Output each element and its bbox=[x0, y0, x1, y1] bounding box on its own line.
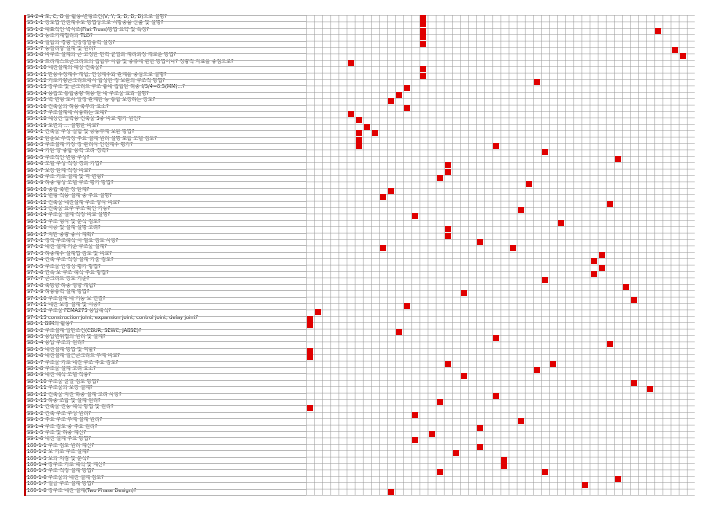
row-divider bbox=[26, 41, 306, 42]
question-label: 98-1-3 응답변위법의 원리 및 설계? bbox=[27, 334, 106, 340]
question-label: 95-1-11 반응수정계수 개념, 연성계수와 관계를 중심으로 설명? bbox=[27, 71, 167, 78]
marked-cell bbox=[420, 73, 426, 79]
row-divider bbox=[26, 265, 306, 266]
question-label: 96-1-3 구조설계 가장 장 관리식 안전계수 평가? bbox=[27, 142, 133, 148]
marked-cell bbox=[420, 21, 426, 27]
question-label: 97-1-6 연속 보 구조 해석 주요 방법? bbox=[27, 270, 109, 276]
marked-cell bbox=[437, 469, 443, 475]
question-label: 96-1-5 구조적인 변형 구성? bbox=[27, 154, 90, 161]
marked-cell bbox=[380, 245, 386, 251]
row-divider bbox=[26, 418, 306, 419]
question-label: 96-1-11 변형 적용 설계 중 주요 설명? bbox=[27, 193, 112, 200]
marked-cell bbox=[493, 335, 499, 341]
row-divider bbox=[26, 28, 306, 29]
question-label: 98-1-10 구조물 균열 검토 방법? bbox=[27, 378, 99, 385]
question-label: 100-1-6 구조물의 내진 설계 검토? bbox=[27, 474, 104, 481]
row-divider bbox=[26, 450, 306, 451]
question-label: 98-1-1 BIM의 활용? bbox=[27, 321, 73, 328]
marked-cell bbox=[404, 303, 410, 309]
question-label: 95-1-16 건축물의 허용 축부의 요소? bbox=[27, 103, 109, 110]
marked-cell bbox=[412, 437, 418, 443]
row-divider bbox=[26, 271, 306, 272]
row-divider bbox=[26, 335, 306, 336]
row-divider bbox=[26, 181, 306, 182]
marked-cell bbox=[510, 245, 516, 251]
row-divider bbox=[26, 66, 306, 67]
marked-cell bbox=[364, 124, 370, 130]
row-divider bbox=[26, 105, 306, 106]
marked-cell bbox=[348, 111, 354, 117]
marked-cell bbox=[591, 258, 597, 264]
row-divider bbox=[26, 495, 306, 496]
row-divider bbox=[26, 226, 306, 227]
marked-cell bbox=[356, 117, 362, 123]
row-divider bbox=[26, 213, 306, 214]
question-label: 99-1-2 건축 구조 구성 원리? bbox=[27, 410, 91, 417]
marked-cell bbox=[680, 53, 686, 59]
question-label: 96-1-17 지반 중량 중시 계획? bbox=[27, 231, 95, 238]
question-label: 98-1-12 건축물 지진 하중 설계 고려 사항? bbox=[27, 391, 122, 398]
marked-cell bbox=[437, 175, 443, 181]
marked-cell bbox=[429, 431, 435, 437]
question-label: 96-1-16 시공 및 설계 설명 고려? bbox=[27, 225, 101, 232]
question-label: 96-1-13 건축물 요구 구조 확인 가능? bbox=[27, 206, 111, 212]
marked-cell bbox=[672, 47, 678, 53]
marked-cell bbox=[348, 60, 354, 66]
row-divider bbox=[26, 380, 306, 381]
question-label: 96-1-4 기단 양 중합 응력 고려 경력? bbox=[27, 148, 109, 155]
marked-cell bbox=[404, 85, 410, 91]
row-divider bbox=[26, 405, 306, 406]
question-label: 96-1-1 건축물 구성 실험 및 공동부재 보완 방법? bbox=[27, 129, 135, 136]
marked-cell bbox=[445, 233, 451, 239]
question-label: 97-1-9 허용응력 설계 방법? bbox=[27, 289, 90, 296]
row-divider bbox=[26, 233, 306, 234]
question-label: 98-1-7 구조물 기초 내진 구조 주요 검토? bbox=[27, 359, 119, 366]
question-label: 95-1-17 구조설계에 사용하는 토대? bbox=[27, 110, 108, 116]
question-label: 96-1-15 구조 형식 및 분석 검토? bbox=[27, 218, 101, 225]
marked-cell bbox=[582, 482, 588, 488]
question-label: 100-1-2 보 기초 구조 설계? bbox=[27, 449, 90, 456]
question-label: 95-1-7 동절리양 설계 및 원리? bbox=[27, 46, 96, 52]
question-label: 99-1-1 건축물 진동 해석 방법 및 원리? bbox=[27, 404, 114, 411]
row-divider bbox=[26, 175, 306, 176]
row-divider bbox=[26, 303, 306, 304]
row-divider bbox=[26, 124, 306, 125]
row-divider bbox=[26, 245, 306, 246]
marked-cell bbox=[631, 297, 637, 303]
marked-cell bbox=[477, 239, 483, 245]
row-divider bbox=[26, 34, 306, 35]
marked-cell bbox=[631, 380, 637, 386]
marked-cell bbox=[388, 489, 394, 495]
question-label: 98-1-6 내진설계 철근콘크리트 부재 비교? bbox=[27, 353, 120, 360]
row-divider bbox=[26, 290, 306, 291]
row-divider bbox=[26, 21, 306, 22]
row-divider bbox=[26, 194, 306, 195]
question-label: 97-1-12 구조물 FEMA273 응답해석? bbox=[27, 308, 112, 315]
question-label: 96-1-8 구조 기초 설계 및 역 변형? bbox=[27, 174, 104, 180]
marked-cell bbox=[655, 28, 661, 34]
row-divider bbox=[26, 489, 306, 490]
row-divider bbox=[26, 444, 306, 445]
row-divider bbox=[26, 137, 306, 138]
row-divider bbox=[26, 162, 306, 163]
marked-cell bbox=[404, 105, 410, 111]
question-label: 97-1-2 내진 설계 기준 구조물 설계? bbox=[27, 244, 108, 251]
marked-cell bbox=[380, 194, 386, 200]
question-label: 98-1-8 구조물 설계 고려 요소? bbox=[27, 366, 96, 372]
question-label: 100-1-1 구조 검토 원리 계산? bbox=[27, 442, 95, 449]
row-divider bbox=[26, 373, 306, 374]
question-label: 98-1-11 구조물의 보강 설계? bbox=[27, 385, 93, 392]
question-label: 96-1-12 건축물 내진설계 구조 양식 비교? bbox=[27, 199, 120, 206]
marked-cell bbox=[615, 156, 621, 162]
marked-cell bbox=[526, 181, 532, 187]
row-divider bbox=[26, 348, 306, 349]
question-label: 95-1-8 비구조 설계의 큰 고정한 반력 균열과 재리과정 개로운 방법? bbox=[27, 52, 177, 59]
row-divider bbox=[26, 156, 306, 157]
question-label: 97-1-1 정적 구조해석 시 필요 검토 사항? bbox=[27, 238, 119, 244]
marked-cell bbox=[388, 188, 394, 194]
question-label: 98-1-5 내진설계 방법 및 역할? bbox=[27, 346, 96, 353]
question-sheet bbox=[24, 15, 695, 496]
marked-cell bbox=[315, 309, 321, 315]
question-label: 100-1-5 구조 적정 설계 방법? bbox=[27, 468, 95, 475]
marked-cell bbox=[420, 66, 426, 72]
row-divider bbox=[26, 60, 306, 61]
question-label: 100-1-7 철골 구조 설계 방법? bbox=[27, 481, 95, 488]
row-divider bbox=[26, 412, 306, 413]
marked-cell bbox=[623, 284, 629, 290]
marked-cell bbox=[307, 405, 313, 411]
marked-cell bbox=[396, 329, 402, 335]
marked-cell bbox=[550, 361, 556, 367]
marked-cell bbox=[445, 169, 451, 175]
marked-cell bbox=[591, 271, 597, 277]
marked-cell bbox=[542, 469, 548, 475]
row-divider bbox=[26, 431, 306, 432]
row-divider bbox=[26, 297, 306, 298]
marked-cell bbox=[501, 457, 507, 463]
marked-cell bbox=[461, 290, 467, 296]
marked-cell bbox=[461, 373, 467, 379]
question-label: 95-1-9 프리캐스트콘크리트의 접합부 이름 및 종류에 관한 방법이나? 정량적 자료를 중점으로? bbox=[27, 58, 234, 65]
question-label: 96-1-9 하중 형성 모델 구조 평가 방법? bbox=[27, 180, 114, 187]
question-label: 98-1-13 하중 조합 및 설계 원리? bbox=[27, 398, 101, 404]
marked-cell bbox=[493, 393, 499, 399]
row-divider bbox=[26, 15, 306, 16]
question-label: 95-1-2 대표적인 벽식조(Flat Truss)방법 요약 및 특징? bbox=[27, 26, 150, 33]
question-label: 100-1-4 강구조 기초 해석 및 계산? bbox=[27, 462, 106, 468]
question-label: 97-1-13 construction joint, expansion joint, control joint, delay joint? bbox=[27, 314, 199, 321]
marked-cell bbox=[599, 252, 605, 258]
marked-cell bbox=[615, 476, 621, 482]
row-divider bbox=[26, 361, 306, 362]
marked-cell bbox=[599, 265, 605, 271]
question-label: 98-1-4 응답 구조의 원리? bbox=[27, 340, 85, 347]
marked-cell bbox=[518, 418, 524, 424]
row-divider bbox=[26, 111, 306, 112]
question-label: 96-1-14 구조물 설계 적정 비교 설명? bbox=[27, 212, 111, 219]
marked-cell bbox=[518, 207, 524, 213]
row-divider bbox=[26, 53, 306, 54]
row-divider bbox=[26, 329, 306, 330]
question-label: 97-1-11 내진 보강 설계 및 시공? bbox=[27, 302, 101, 308]
row-divider bbox=[26, 207, 306, 208]
row-divider bbox=[26, 367, 306, 368]
row-divider bbox=[26, 117, 306, 118]
marked-cell bbox=[412, 213, 418, 219]
row-divider bbox=[26, 188, 306, 189]
marked-cell bbox=[307, 316, 313, 322]
row-divider bbox=[26, 143, 306, 144]
question-label: 96-1-6 모델 구성 적정 경과 기법? bbox=[27, 161, 103, 168]
marked-cell bbox=[356, 143, 362, 149]
row-divider bbox=[26, 393, 306, 394]
row-divider bbox=[26, 425, 306, 426]
row-divider bbox=[26, 386, 306, 387]
question-label: 95-1-12 기초기량콘크리트에서 합성한 정 보완의 구조적 방법? bbox=[27, 78, 165, 84]
marked-cell bbox=[558, 220, 564, 226]
marked-cell bbox=[420, 34, 426, 40]
question-label: 97-1-7 콘크리트 강도 기준? bbox=[27, 276, 90, 283]
question-label: 95-1-19 도면의 ... 설명한 비교? bbox=[27, 122, 99, 129]
row-divider bbox=[26, 201, 306, 202]
marked-cell bbox=[388, 98, 394, 104]
question-label: 95-1-3 동조기계법리의 TLD? bbox=[27, 33, 93, 40]
marked-cell bbox=[647, 386, 653, 392]
row-divider bbox=[26, 399, 306, 400]
row-divider bbox=[26, 341, 306, 342]
row-divider bbox=[26, 354, 306, 355]
question-label: 95-1-15 벽 변형 토사 일정 관계한 등 통합 보강하는 강도? bbox=[27, 97, 156, 104]
row-divider bbox=[26, 284, 306, 285]
question-label: 95-1-1 강도법 안전계수도 방법상으로 시방중을 산출 및 설명? bbox=[27, 20, 164, 27]
row-divider bbox=[26, 130, 306, 131]
marked-cell bbox=[445, 361, 451, 367]
marked-cell bbox=[437, 399, 443, 405]
row-divider bbox=[26, 437, 306, 438]
marked-cell bbox=[542, 149, 548, 155]
row-divider bbox=[26, 252, 306, 253]
marked-cell bbox=[420, 15, 426, 21]
question-label: 97-1-8 축방향 하중 영향 개념? bbox=[27, 282, 96, 289]
marked-cell bbox=[420, 41, 426, 47]
row-divider bbox=[26, 322, 306, 323]
row-divider bbox=[26, 309, 306, 310]
question-label: 99-1-4 구조 검토 중 주요 원리? bbox=[27, 423, 98, 430]
question-label: 98-1-9 내진 해석 모델 적용? bbox=[27, 372, 91, 379]
question-label: 100-1-8 강구조 내진 설계(Two Phase Design)? bbox=[27, 487, 137, 494]
marked-cell bbox=[307, 322, 313, 328]
row-divider bbox=[26, 482, 306, 483]
marked-cell bbox=[356, 130, 362, 136]
marked-cell bbox=[477, 444, 483, 450]
row-divider bbox=[26, 85, 306, 86]
question-label: 98-1-2 구조설계 일반조건(CBUR, SEWC, JABSE)? bbox=[27, 327, 142, 334]
marked-cell bbox=[445, 226, 451, 232]
question-label: 97-1-4 건축 구조 적정 설계 기술 검토? bbox=[27, 257, 114, 264]
question-label: 99-1-5 구조 및 하중 계산? bbox=[27, 430, 87, 436]
row-divider bbox=[26, 316, 306, 317]
question-label: 96-1-2 단순보 부적정 주요 설계 원리 설명 포함 모델 검토? bbox=[27, 135, 157, 142]
marked-cell bbox=[307, 348, 313, 354]
row-divider bbox=[26, 239, 306, 240]
question-label: 95-1-13 강구조 및 콘크리트 구조 흉내 접합단 허중 f/3/4=0.5(MM)...? bbox=[27, 84, 185, 91]
row-divider bbox=[26, 92, 306, 93]
marked-cell bbox=[445, 162, 451, 168]
marked-cell bbox=[534, 367, 540, 373]
row-divider bbox=[26, 469, 306, 470]
question-label: 95-1-18 예상건 입력용 건축물 3중 비교 평가 원인? bbox=[27, 116, 141, 123]
marked-cell bbox=[607, 201, 613, 207]
row-divider bbox=[26, 79, 306, 80]
row-divider bbox=[26, 457, 306, 458]
row-divider bbox=[26, 220, 306, 221]
question-label: 96-1-10 중립 축변 정 단계? bbox=[27, 186, 90, 193]
marked-cell bbox=[542, 277, 548, 283]
marked-cell bbox=[477, 425, 483, 431]
marked-cell bbox=[453, 450, 459, 456]
row-divider bbox=[26, 476, 306, 477]
question-label: 97-1-3 하중계수 설계법 검토 및 비교? bbox=[27, 250, 112, 257]
question-label: 95-1-14 용접모 통합중량 허용 탄 내 구조물 효과 설명? bbox=[27, 90, 149, 97]
marked-cell bbox=[412, 412, 418, 418]
question-label: 97-1-5 구조물 안정성 평가 방법? bbox=[27, 263, 101, 270]
question-label: 99-1-6 내진 설계 주요 방법? bbox=[27, 436, 91, 443]
marked-cell bbox=[501, 463, 507, 469]
question-label: 95-1-6 철탑의 경량 인장정밀응력 설정? bbox=[27, 39, 116, 46]
marked-cell bbox=[607, 341, 613, 347]
question-label: 96-1-7 보강 단계 적정 비교? bbox=[27, 167, 91, 174]
row-divider bbox=[26, 463, 306, 464]
row-divider bbox=[26, 73, 306, 74]
marked-cell bbox=[493, 143, 499, 149]
row-divider bbox=[26, 277, 306, 278]
question-label: 95-1-10 내진설계의 대상 건축물? bbox=[27, 65, 103, 72]
row-divider bbox=[26, 98, 306, 99]
question-label: 99-1-3 주요 구조 부재 설계 원리? bbox=[27, 417, 103, 424]
marked-cell bbox=[420, 28, 426, 34]
marked-cell bbox=[307, 354, 313, 360]
row-divider bbox=[26, 149, 306, 150]
row-divider bbox=[26, 258, 306, 259]
question-label: 97-1-10 구조설계 내 기둥 보 연결? bbox=[27, 295, 106, 302]
marked-cell bbox=[396, 92, 402, 98]
question-label: 94-2-4 포, C, O 를 활용-변형조건(V, Y, S, D, D, D)으로 설명? bbox=[27, 14, 167, 20]
row-divider bbox=[26, 169, 306, 170]
marked-cell bbox=[372, 130, 378, 136]
question-label: 100-1-3 보의 처짐 및 분석? bbox=[27, 455, 90, 462]
marked-cell bbox=[356, 137, 362, 143]
row-divider bbox=[26, 47, 306, 48]
marked-cell bbox=[534, 79, 540, 85]
